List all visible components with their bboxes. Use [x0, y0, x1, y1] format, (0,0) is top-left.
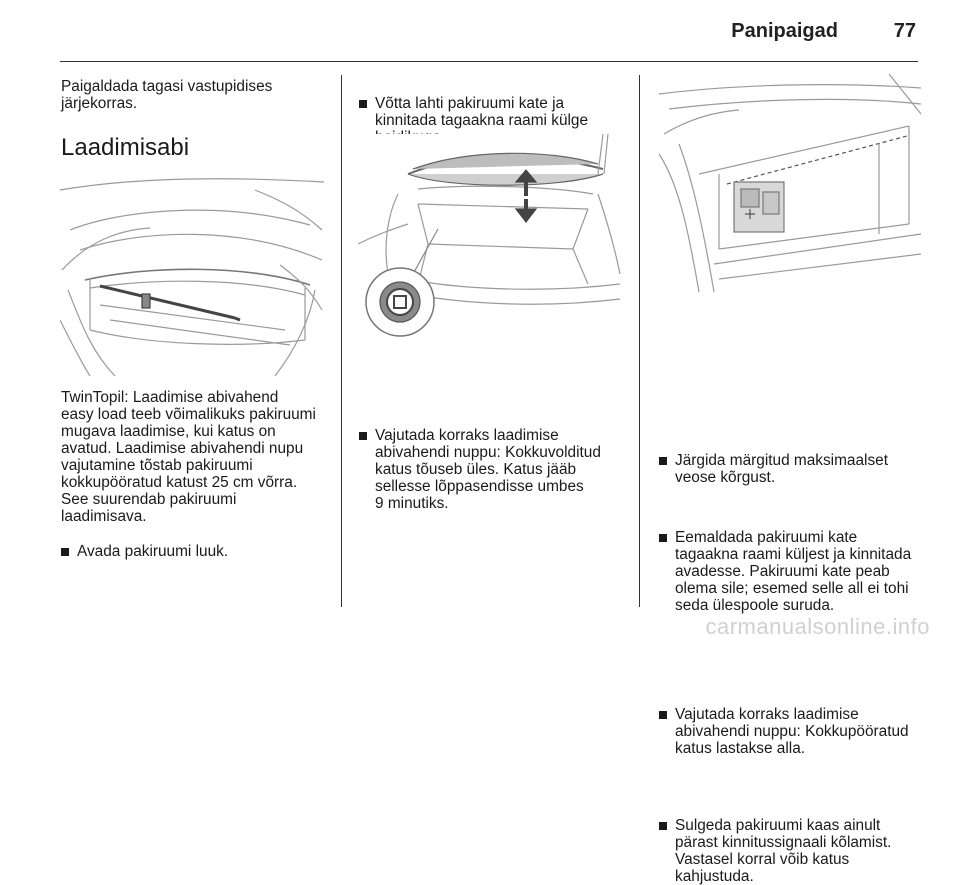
bullet-item: [659, 706, 937, 757]
bullet-item: [659, 817, 937, 885]
text-line: Võtta lahti pakiruumi kate ja: [375, 95, 565, 112]
text-line: avadesse. Pakiruumi kate peab: [675, 563, 890, 580]
text-line: 9 minutiks.: [375, 495, 449, 512]
text-line: sellesse lõppasendisse umbes: [375, 478, 584, 495]
body-paragraph: [61, 389, 336, 525]
text-line: veose kõrgust.: [675, 469, 776, 486]
section-heading: Laadimisabi: [61, 134, 190, 161]
page-title: Panipaigad: [731, 20, 838, 42]
text-line: Vajutada korraks laadimise: [675, 706, 859, 723]
page-header: [60, 0, 918, 62]
text-line: Avada pakiruumi luuk.: [77, 543, 229, 560]
bullet-item: [659, 529, 937, 614]
text-line: Vastasel korral võib katus: [675, 851, 850, 868]
bullet-item: [61, 543, 339, 560]
text-line: Eemaldada pakiruumi kate: [675, 529, 858, 546]
trunk-cover-illustration: [60, 170, 324, 378]
max-height-illustration: [659, 74, 921, 292]
column-divider-1: [341, 75, 342, 607]
column-divider-2: [639, 75, 640, 607]
text-line: avatud. Laadimise abivahendi nupu: [61, 440, 304, 457]
page-number: 77: [893, 20, 916, 42]
text-line: mugava laadimise, kui katus on: [61, 423, 276, 440]
text-line: kinnitada tagaakna raami külge: [375, 112, 589, 129]
bullet-item: [359, 427, 647, 512]
text-line: katus tõuseb üles. Katus jääb: [375, 461, 577, 478]
header-rule: [60, 61, 918, 62]
text-line: kokkupööratud katust 25 cm võrra.: [61, 474, 298, 491]
text-line: TwinTopil: Laadimise abivahend: [61, 389, 279, 406]
text-line: järjekorras.: [61, 95, 138, 112]
text-line: Sulgeda pakiruumi kaas ainult: [675, 817, 881, 834]
text-line: Paigaldada tagasi vastupidises: [61, 78, 273, 95]
intro-paragraph: [61, 78, 331, 112]
text-line: Vajutada korraks laadimise: [375, 427, 559, 444]
text-line: laadimisava.: [61, 508, 147, 525]
text-line: easy load teeb võimalikuks pakiruumi: [61, 406, 316, 423]
text-line: Järgida märgitud maksimaalset: [675, 452, 888, 469]
text-line: katus lastakse alla.: [675, 740, 806, 757]
bullet-item: [659, 452, 937, 486]
text-line: tagaakna raami küljest ja kinnitada: [675, 546, 912, 563]
load-assist-illustration: [358, 134, 622, 348]
text-line: abivahendi nuppu: Kokkuvolditud: [375, 444, 601, 461]
text-line: kahjustuda.: [675, 868, 754, 885]
text-line: vajutamine tõstab pakiruumi: [61, 457, 253, 474]
text-line: See suurendab pakiruumi: [61, 491, 237, 508]
text-line: seda ülespoole suruda.: [675, 597, 835, 614]
text-line: abivahendi nuppu: Kokkupööratud: [675, 723, 909, 740]
text-line: olema sile; esemed selle all ei tohi: [675, 580, 909, 597]
watermark: carmanualsonline.info: [705, 614, 930, 639]
text-line: pärast kinnitussignaali kõlamist.: [675, 834, 892, 851]
